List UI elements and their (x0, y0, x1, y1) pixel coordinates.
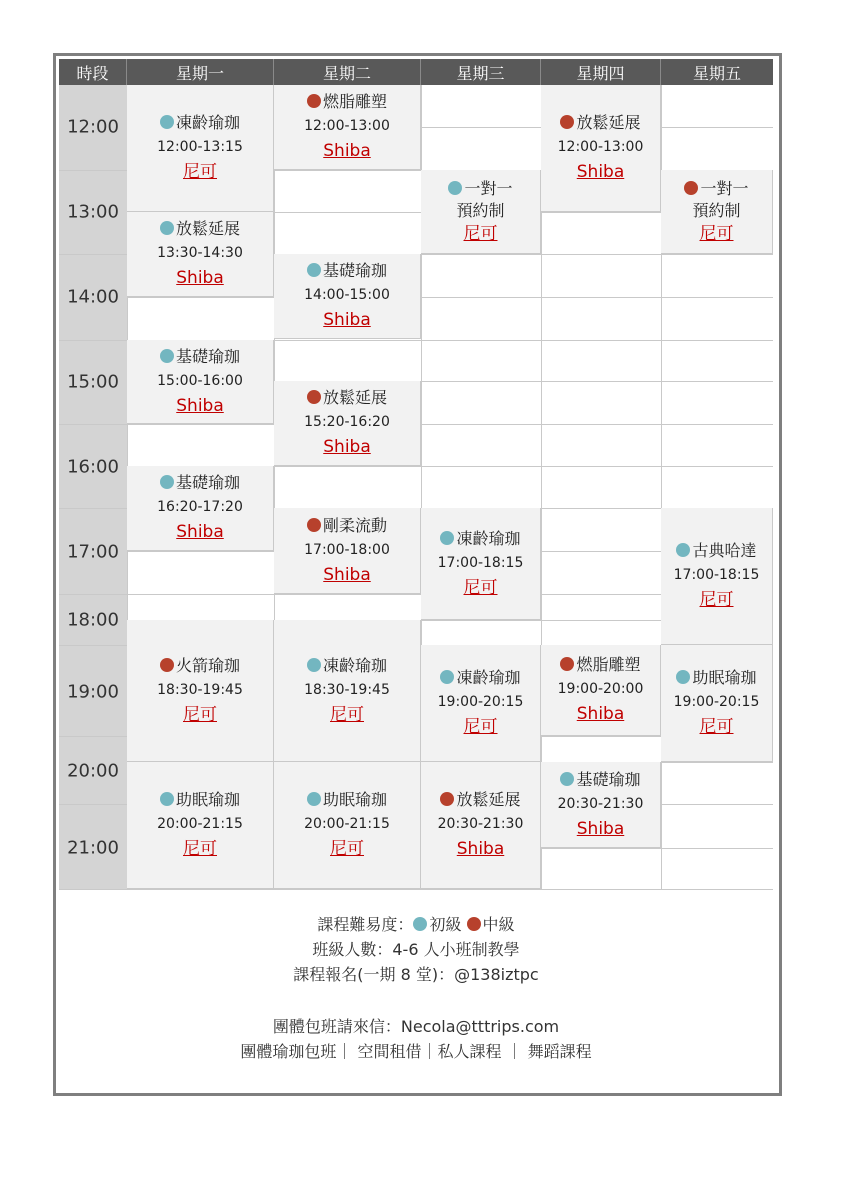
class-time: 20:30-21:30 (437, 816, 524, 832)
header-friday: 星期五 (661, 59, 773, 85)
class-name-text: 燃脂雕塑 (322, 92, 387, 111)
class-name-text: 放鬆延展 (576, 113, 641, 132)
difficulty-legend (59, 912, 773, 937)
class-block[interactable] (421, 762, 541, 889)
row-divider (541, 551, 661, 552)
signup-text[interactable]: 課程報名(一期 8 堂)：@138iztpc (293, 965, 539, 984)
teacher-link[interactable]: 尼可 (463, 223, 498, 244)
class-name-text: 凍齡瑜珈 (175, 113, 240, 132)
class-name-text: 凍齡瑜珈 (322, 655, 387, 675)
intermediate-label: 中級 (482, 915, 515, 934)
class-time: 17:00-18:15 (437, 554, 524, 571)
class-name (307, 387, 387, 409)
class-block[interactable] (541, 645, 661, 736)
teacher-link[interactable]: Shiba (176, 395, 224, 416)
class-time: 20:00-21:15 (157, 816, 243, 832)
row-divider (541, 254, 661, 255)
beginner-dot-icon (160, 792, 174, 806)
row-divider (541, 424, 661, 425)
row-divider (661, 381, 773, 382)
class-name (160, 346, 240, 368)
class-block[interactable] (274, 762, 421, 889)
class-time: 19:00-20:15 (673, 694, 760, 710)
header-wednesday: 星期三 (421, 59, 541, 85)
teacher-link[interactable]: Shiba (176, 268, 224, 288)
row-divider (274, 340, 421, 341)
row-divider (541, 620, 661, 621)
class-name (307, 91, 387, 113)
teacher-link[interactable]: 尼可 (463, 577, 498, 598)
hour-label: 20:00 (67, 760, 119, 782)
time-row-divider (59, 254, 127, 255)
class-block[interactable] (421, 170, 541, 254)
hour-label: 19:00 (67, 681, 119, 703)
class-name-text: 放鬆延展 (456, 790, 521, 809)
row-divider (661, 297, 773, 298)
intermediate-dot-icon (307, 94, 321, 108)
class-name-text: 一對一 (700, 178, 749, 198)
row-divider (541, 466, 661, 467)
class-time: 16:20-17:20 (157, 499, 243, 515)
class-name (560, 654, 640, 676)
beginner-dot-icon (676, 543, 690, 557)
class-name (160, 789, 240, 811)
beginner-dot-icon (160, 115, 174, 129)
class-name (307, 260, 387, 282)
class-time: 12:00-13:00 (557, 139, 644, 155)
beginner-dot-icon (160, 475, 174, 489)
class-name-text: 凍齡瑜珈 (456, 668, 521, 687)
class-name-text: 燃脂雕塑 (576, 655, 641, 674)
teacher-link[interactable]: 尼可 (699, 223, 734, 244)
difficulty-prefix: 課程難易度： (317, 915, 414, 934)
teacher-link[interactable]: Shiba (176, 522, 224, 542)
class-block[interactable] (127, 85, 274, 212)
intermediate-dot-icon (440, 792, 454, 806)
row-divider (421, 254, 541, 255)
class-block[interactable] (274, 508, 421, 594)
teacher-link[interactable]: 尼可 (699, 717, 734, 737)
intermediate-dot-icon (307, 518, 321, 532)
class-block[interactable] (661, 170, 773, 254)
contact-email[interactable]: 團體包班請來信：Necola@tttrips.com (272, 1017, 560, 1036)
header-time: 時段 (59, 59, 127, 85)
class-time: 12:00-13:00 (304, 118, 390, 134)
row-divider (421, 620, 541, 621)
class-name-text: 一對一 (464, 178, 513, 198)
time-row-divider (59, 340, 127, 341)
beginner-dot-icon (160, 221, 174, 235)
class-time: 15:00-16:00 (157, 372, 243, 389)
row-divider (421, 340, 541, 341)
row-divider (421, 297, 541, 298)
beginner-dot-icon (676, 670, 690, 684)
class-time: 20:30-21:30 (557, 795, 644, 812)
hour-label: 14:00 (67, 286, 119, 308)
class-block[interactable] (541, 85, 661, 212)
class-name (560, 769, 640, 791)
row-divider (274, 466, 421, 467)
class-name-text: 基礎瑜珈 (576, 769, 641, 789)
class-name (160, 472, 240, 494)
row-divider (541, 340, 661, 341)
class-time: 13:30-14:30 (157, 245, 243, 261)
class-block[interactable] (421, 645, 541, 762)
class-name-text: 凍齡瑜珈 (456, 528, 521, 548)
row-divider (541, 848, 661, 849)
beginner-dot-icon (307, 792, 321, 806)
class-name-text: 助眠瑜珈 (692, 668, 757, 687)
class-name (160, 218, 240, 240)
class-size-text: 班級人數：4-6 人小班制教學 (312, 940, 520, 959)
class-block[interactable] (127, 340, 274, 424)
teacher-link[interactable]: Shiba (576, 704, 625, 724)
beginner-dot-icon (413, 917, 427, 931)
intermediate-dot-icon (307, 390, 321, 404)
teacher-link[interactable]: Shiba (323, 437, 371, 457)
header-monday: 星期一 (127, 59, 274, 85)
intermediate-dot-icon (684, 181, 698, 195)
class-time: 19:00-20:00 (557, 681, 644, 697)
class-name (684, 178, 748, 200)
class-name (440, 667, 520, 689)
beginner-dot-icon (307, 263, 321, 277)
class-block[interactable] (421, 508, 541, 620)
class-name (440, 528, 520, 550)
teacher-link[interactable]: 尼可 (330, 704, 364, 725)
teacher-link[interactable]: Shiba (456, 839, 505, 859)
class-name-text: 放鬆延展 (175, 219, 240, 238)
class-block[interactable] (274, 254, 421, 339)
row-divider (661, 340, 773, 341)
class-block[interactable] (127, 620, 274, 762)
teacher-link[interactable]: Shiba (323, 310, 371, 330)
hour-label: 18:00 (67, 609, 119, 631)
class-name (676, 667, 756, 689)
class-block[interactable] (274, 85, 421, 170)
intermediate-dot-icon (560, 657, 574, 671)
class-booking-note: 預約制 (456, 200, 505, 220)
class-name-text: 基礎瑜珈 (175, 346, 240, 366)
row-divider (274, 212, 421, 213)
services-list: 團體瑜珈包班｜ 空間租借｜私人課程 ｜ 舞蹈課程 (240, 1042, 592, 1061)
class-time: 14:00-15:00 (304, 287, 390, 303)
beginner-dot-icon (307, 658, 321, 672)
teacher-link[interactable]: 尼可 (183, 839, 217, 859)
class-name (676, 540, 756, 562)
teacher-link[interactable]: Shiba (323, 564, 371, 585)
row-divider (127, 424, 274, 425)
teacher-link[interactable]: Shiba (576, 162, 625, 182)
class-name-text: 助眠瑜珈 (322, 790, 387, 809)
class-time: 12:00-13:15 (157, 139, 243, 155)
beginner-dot-icon (560, 772, 574, 786)
footer-info (59, 912, 773, 1064)
class-name-text: 基礎瑜珈 (175, 473, 240, 492)
teacher-link[interactable]: 尼可 (183, 162, 217, 182)
class-time: 19:00-20:15 (437, 694, 524, 710)
header-thursday: 星期四 (541, 59, 661, 85)
row-divider (127, 551, 274, 552)
time-row-divider (59, 594, 127, 595)
class-name (307, 789, 387, 811)
class-name-text: 基礎瑜珈 (322, 261, 387, 280)
row-divider (661, 762, 773, 763)
class-name-text: 火箭瑜珈 (175, 655, 240, 675)
beginner-dot-icon (160, 349, 174, 363)
class-time: 18:30-19:45 (304, 681, 390, 698)
class-block[interactable] (127, 212, 274, 297)
hour-label: 13:00 (67, 201, 119, 223)
class-name-text: 放鬆延展 (322, 388, 387, 407)
time-row-divider (59, 736, 127, 737)
beginner-dot-icon (440, 670, 454, 684)
time-row-divider (59, 804, 127, 805)
header-tuesday: 星期二 (274, 59, 421, 85)
class-name-text: 古典哈達 (692, 541, 757, 560)
beginner-dot-icon (448, 181, 462, 195)
class-block[interactable] (661, 508, 773, 645)
row-divider (661, 424, 773, 425)
intermediate-dot-icon (560, 115, 574, 129)
row-divider (661, 254, 773, 255)
class-name-text: 剛柔流動 (322, 515, 387, 535)
intermediate-dot-icon (467, 917, 481, 931)
row-divider (661, 848, 773, 849)
row-divider (274, 594, 421, 595)
grid-bottom-line (59, 889, 773, 890)
row-divider (127, 297, 274, 298)
class-name (307, 515, 387, 537)
teacher-link[interactable]: 尼可 (463, 717, 498, 737)
hour-label: 17:00 (67, 541, 119, 563)
row-divider (541, 381, 661, 382)
class-block[interactable] (127, 762, 274, 889)
class-booking-note: 預約制 (692, 200, 741, 220)
class-block[interactable] (274, 620, 421, 762)
teacher-link[interactable]: Shiba (576, 818, 625, 839)
class-name (560, 112, 640, 134)
class-name (448, 178, 512, 200)
time-row-divider (59, 170, 127, 171)
row-divider (661, 804, 773, 805)
class-name (160, 112, 240, 134)
time-row-divider (59, 508, 127, 509)
teacher-link[interactable]: 尼可 (699, 590, 734, 610)
teacher-link[interactable]: 尼可 (183, 704, 217, 725)
class-time: 20:00-21:15 (304, 816, 390, 832)
intermediate-dot-icon (160, 658, 174, 672)
hour-label: 16:00 (67, 456, 119, 478)
hour-label: 12:00 (67, 116, 119, 138)
row-divider (421, 127, 541, 128)
beginner-label: 初級 (429, 915, 462, 934)
class-time: 17:00-18:15 (673, 567, 760, 583)
class-time: 18:30-19:45 (157, 681, 243, 698)
row-divider (661, 466, 773, 467)
row-divider (661, 127, 773, 128)
hour-label: 21:00 (67, 837, 119, 859)
beginner-dot-icon (440, 531, 454, 545)
class-name (440, 789, 520, 811)
row-divider (541, 508, 661, 509)
hour-label: 15:00 (67, 371, 119, 393)
class-block[interactable] (127, 466, 274, 551)
class-block[interactable] (541, 762, 661, 848)
row-divider (541, 212, 661, 213)
row-divider (127, 594, 274, 595)
row-divider (421, 466, 541, 467)
class-name (160, 655, 240, 677)
teacher-link[interactable]: 尼可 (330, 839, 364, 859)
class-time: 15:20-16:20 (304, 414, 390, 430)
class-time: 17:00-18:00 (304, 541, 390, 558)
class-name-text: 助眠瑜珈 (175, 790, 240, 809)
row-divider (541, 594, 661, 595)
time-row-divider (59, 645, 127, 646)
class-block[interactable] (274, 381, 421, 466)
class-block[interactable] (661, 645, 773, 762)
time-row-divider (59, 424, 127, 425)
row-divider (541, 736, 661, 737)
row-divider (421, 424, 541, 425)
row-divider (274, 170, 421, 171)
row-divider (541, 297, 661, 298)
teacher-link[interactable]: Shiba (323, 141, 371, 161)
row-divider (421, 381, 541, 382)
class-name (307, 655, 387, 677)
